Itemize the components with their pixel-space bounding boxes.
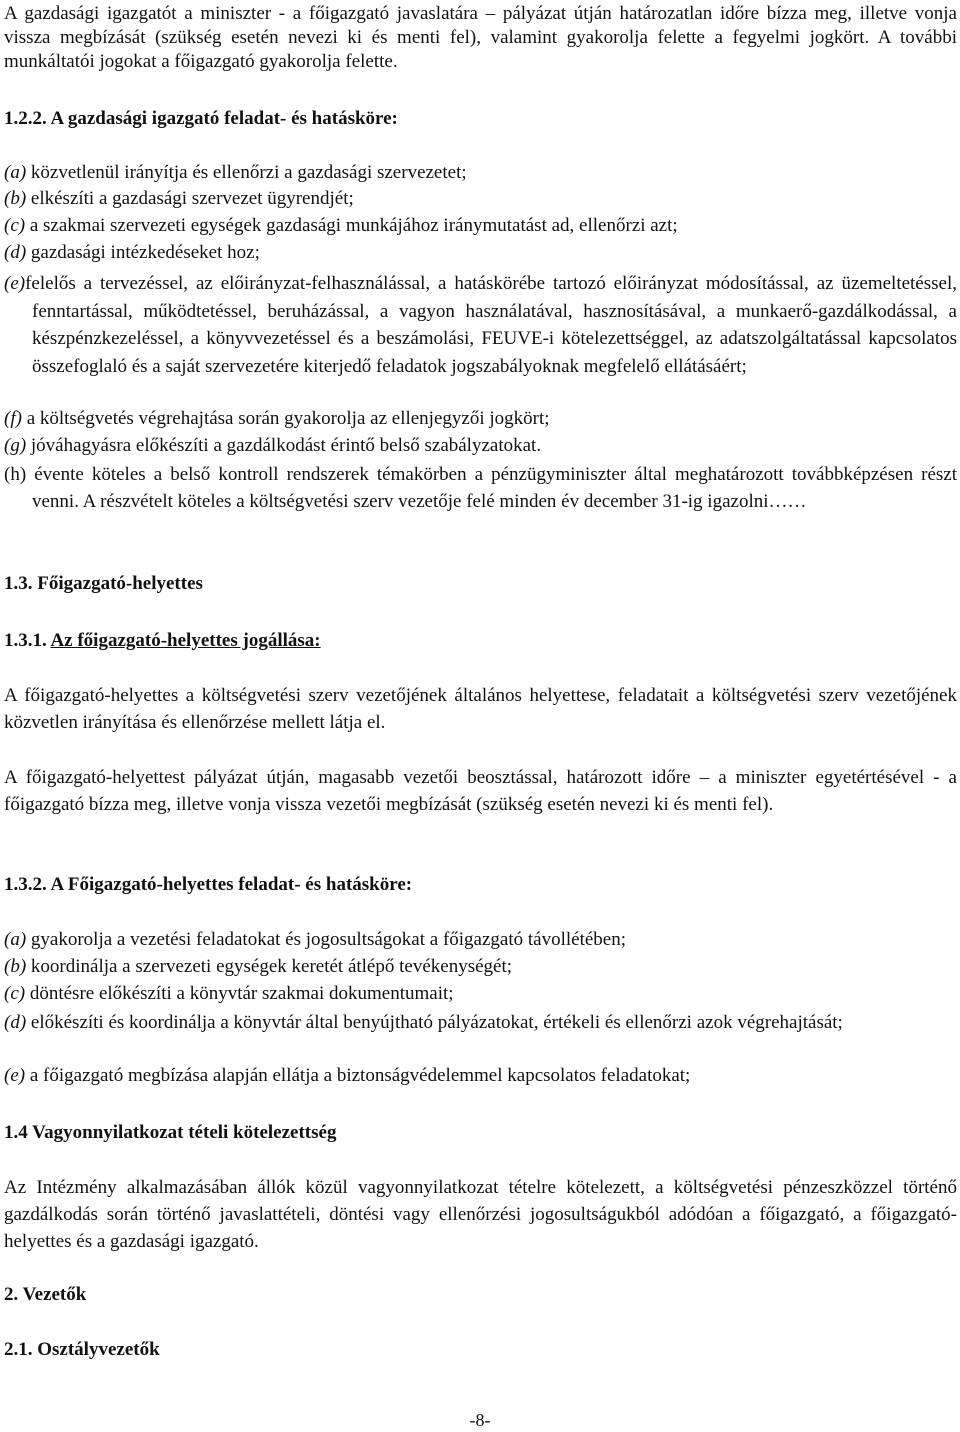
heading-1-3-1: [4, 629, 957, 653]
item-label: (d): [4, 242, 27, 263]
page-number: -8-: [469, 1410, 491, 1430]
item-text: gyakorolja a vezetési feladatokat és jogosultságokat a főigazgató távollétében;: [26, 929, 627, 950]
item-label: (a): [4, 162, 27, 183]
item-text: koordinálja a szervezeti egységek keretét átlépő tevékenységét;: [26, 956, 513, 977]
item-text: a szakmai szervezeti egységek gazdasági munkájához iránymutatást ad, ellenőrzi azt;: [25, 215, 678, 236]
list-item: [4, 161, 957, 185]
item-text: gazdasági intézkedéseket hoz;: [26, 242, 260, 263]
item-text: a főigazgató megbízása alapján ellátja a biztonságvédelemmel kapcsolatos feladatokat;: [25, 1065, 691, 1086]
heading-2-1: 2.1. Osztályvezetők: [4, 1339, 160, 1360]
list-item: [4, 461, 957, 515]
heading-1-3-2: 1.3.2. A Főigazgató-helyettes feladat- és hatásköre:: [4, 874, 413, 895]
item-text: jóváhagyásra előkészíti a gazdálkodást érintő belső szabályzatokat.: [26, 435, 542, 456]
item-text: előkészíti és koordinálja a könyvtár által benyújtható pályázatokat, értékeli és ellenőrzi azok végrehajtását;: [26, 1012, 843, 1033]
heading-title: Az főigazgató-helyettes jogállása:: [50, 630, 321, 651]
item-label: (c): [4, 215, 26, 236]
list-item: [4, 955, 957, 979]
item-text: döntésre előkészíti a könyvtár szakmai dokumentumait;: [25, 983, 454, 1004]
list-item: [4, 407, 957, 431]
paragraph: Az Intézmény alkalmazásában állók közül vagyonnyilatkozat tételre kötelezett, a költségvetési pénzeszközzel történő gazdálkodás során történő javaslattételi, döntési vagy ellenőrzési jogosultságukból adódóan a főigazgató, a főigazgató-helyettes és a gazdasági igazgató.: [4, 1177, 957, 1252]
list-item: [4, 1009, 957, 1036]
item-label: (e): [4, 1065, 26, 1086]
list-item: [4, 1064, 957, 1088]
list-item: [4, 214, 957, 238]
item-label: (a): [4, 929, 27, 950]
list-item: [4, 270, 957, 380]
heading-1-3: 1.3. Főigazgató-helyettes: [4, 573, 203, 594]
heading-1-4: 1.4 Vagyonnyilatkozat tételi kötelezettség: [4, 1122, 337, 1143]
heading-2: 2. Vezetők: [4, 1284, 87, 1305]
item-label: (b): [4, 956, 27, 977]
heading-1-2-2: 1.2.2. A gazdasági igazgató feladat- és hatásköre:: [4, 108, 398, 129]
item-label: (e): [4, 273, 26, 294]
item-label: (d): [4, 1012, 27, 1033]
list-item: [4, 434, 957, 458]
item-label: (b): [4, 188, 27, 209]
item-label: (g): [4, 435, 27, 456]
heading-number: 1.3.1.: [4, 630, 51, 651]
item-label: (h): [4, 464, 27, 485]
item-label: (f): [4, 408, 22, 429]
item-label: (c): [4, 983, 26, 1004]
list-item: [4, 982, 957, 1006]
item-text: a költségvetés végrehajtása során gyakorolja az ellenjegyzői jogkört;: [21, 408, 550, 429]
paragraph: A főigazgató-helyettes a költségvetési szerv vezetőjének általános helyettese, feladatait a költségvetési szerv vezetőjének közvetlen irányítása és ellenőrzése mellett látja el.: [4, 685, 957, 733]
intro-paragraph: A gazdasági igazgatót a miniszter - a főigazgató javaslatára – pályázat útján határozatlan időre bízza meg, illetve vonja vissza megbízását (szükség esetén nevezi ki és menti fel), valamint gyakorolja felette a fegyelmi jogkört. A további munkáltatói jogokat a főigazgató gyakorolja felette.: [4, 3, 957, 72]
paragraph: A főigazgató-helyettest pályázat útján, magasabb vezetői beosztással, határozott időre – a miniszter egyetértésével - a főigazgató bízza meg, illetve vonja vissza vezetői megbízását (szükség esetén nevezi ki és menti fel).: [4, 767, 957, 815]
item-text: közvetlenül irányítja és ellenőrzi a gazdasági szervezetet;: [26, 162, 467, 183]
item-text: évente köteles a belső kontroll rendszerek témakörben a pénzügyminiszter által meghatározott továbbképzésen részt venni. A részvételt köteles a költségvetési szerv vezetője felé minden év december 31-ig igazolni……: [26, 464, 957, 512]
list-item: [4, 187, 957, 211]
item-text: felelős a tervezéssel, az előirányzat-felhasználással, a hatáskörébe tartozó előirányzat módosítással, az üzemeltetéssel, fenntartással, működtetéssel, beruházással, a vagyon használatával, hasznosításával, a munkaerő-gazdálkodással, a készpénzkezeléssel, a könyvvezetéssel és a beszámolási, FEUVE-i kötelezettséggel, az adatszolgáltatással kapcsolatos összefoglaló és a saját szervezetére kiterjedő feladatok jogszabályoknak megfelelő ellátásáért;: [25, 273, 957, 377]
item-text: elkészíti a gazdasági szervezet ügyrendjét;: [26, 188, 354, 209]
list-item: [4, 928, 957, 952]
list-item: [4, 241, 957, 265]
